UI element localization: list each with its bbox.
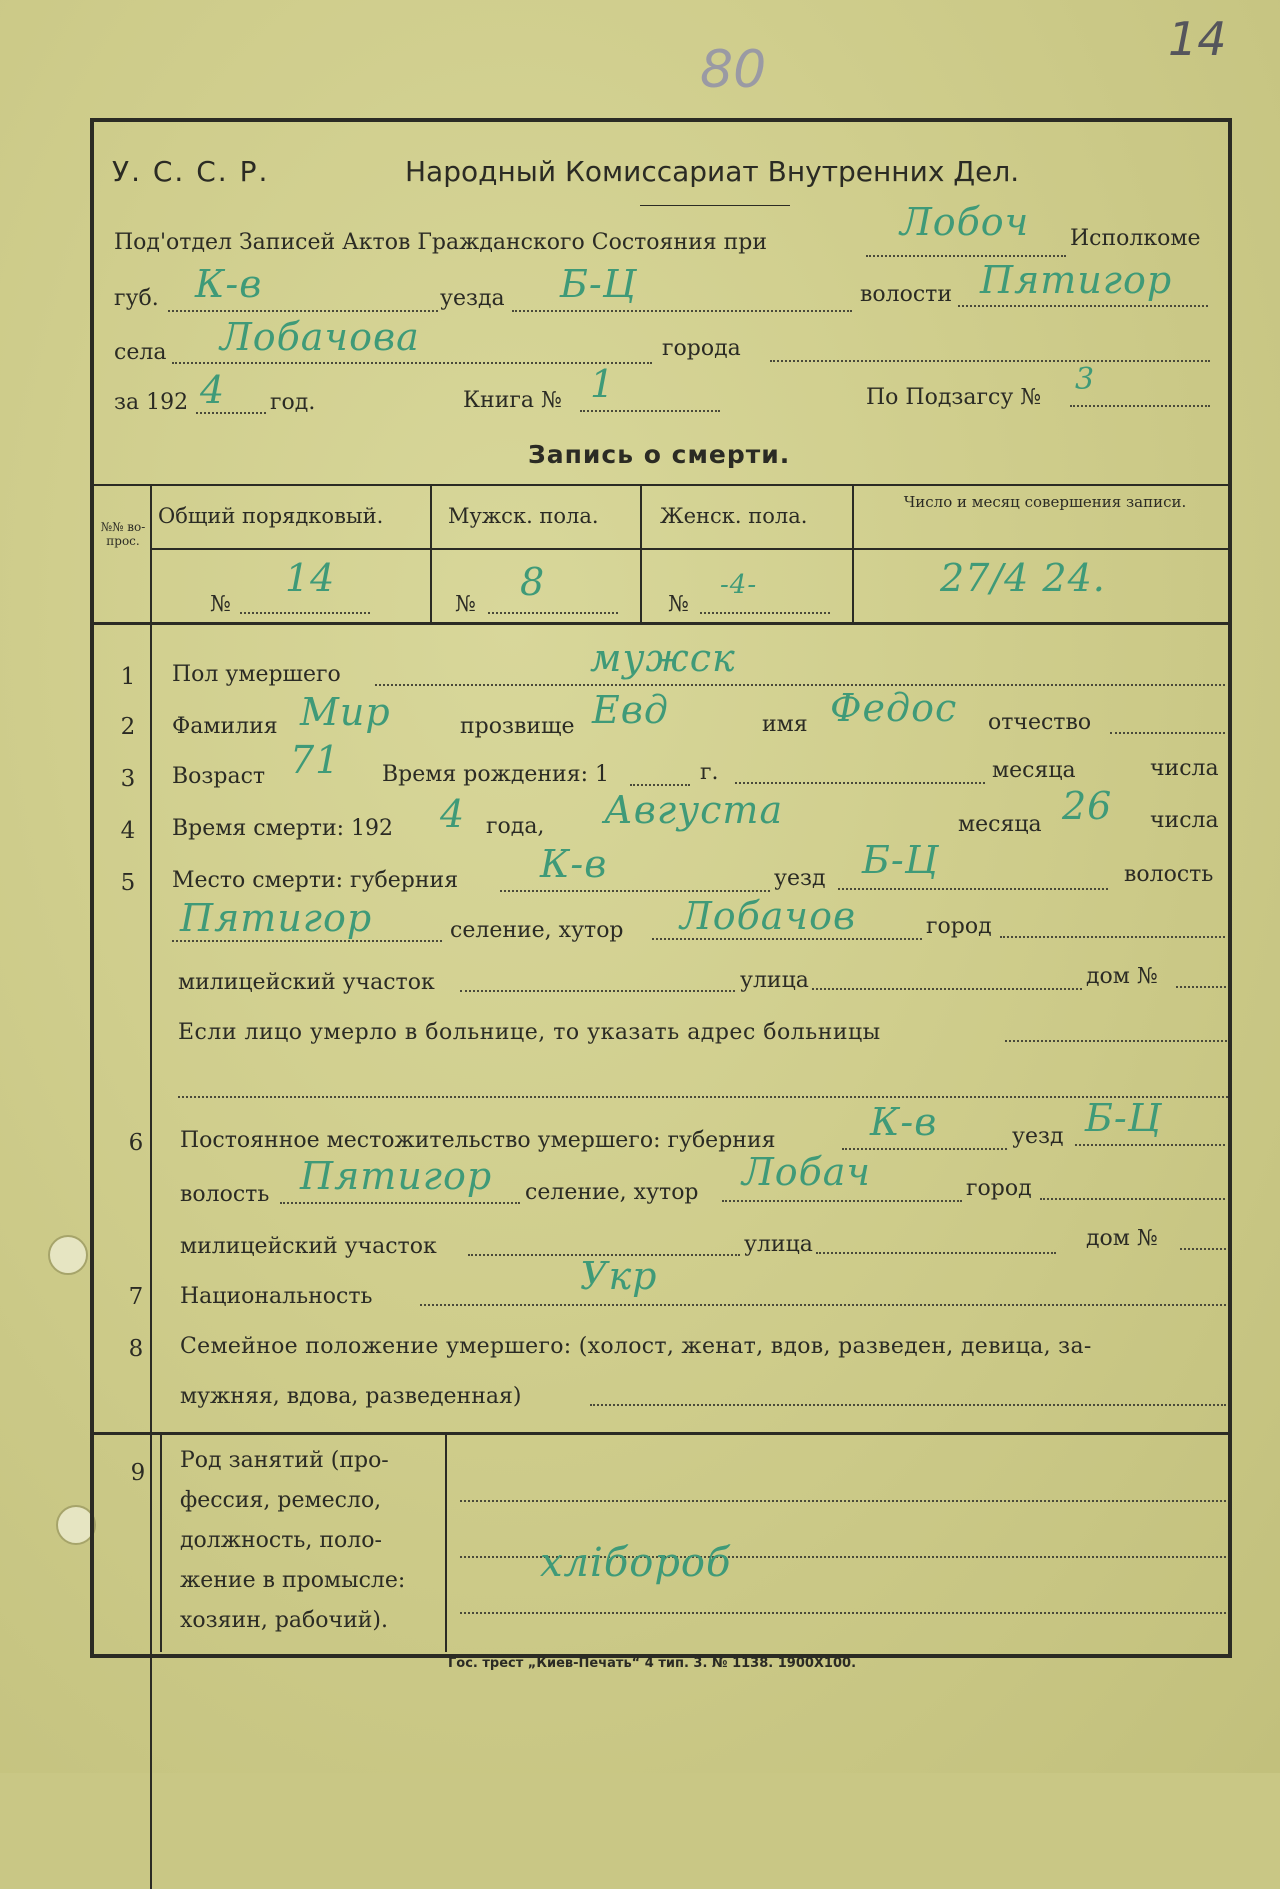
col-border xyxy=(852,484,854,622)
male-no-prefix: № xyxy=(455,592,476,617)
volost-handwritten: Пятигор xyxy=(980,258,1173,302)
female-handwritten: -4- xyxy=(720,570,758,600)
q9-label-5: хозяин, рабочий). xyxy=(180,1608,388,1633)
uezd-line xyxy=(512,310,852,312)
q5-hospital-label: Если лицо умерло в больнице, то указать адрес больницы xyxy=(178,1020,881,1045)
q2-nick-handwritten: Евд xyxy=(592,688,669,732)
q5-ulica-line xyxy=(812,988,1082,990)
q6-selo-label: селение, хутор xyxy=(525,1180,699,1205)
table-top-border xyxy=(94,484,1228,486)
q7-handwritten: Укр xyxy=(580,1254,658,1298)
q9-num-border xyxy=(160,1432,162,1652)
q9-top-border xyxy=(94,1432,1228,1435)
q4-month-label: месяца xyxy=(958,812,1042,837)
za-handwritten: 4 xyxy=(200,368,226,412)
q9-handwritten: хлібороб xyxy=(540,1540,732,1586)
q6-number: 6 xyxy=(128,1130,144,1156)
q5-volost-label: волость xyxy=(1124,862,1214,887)
za-line xyxy=(196,412,266,414)
general-no-prefix: № xyxy=(210,592,231,617)
za-label: за 192 xyxy=(114,390,189,415)
q6-ulica-line xyxy=(816,1252,1056,1254)
q3-age-label: Возраст xyxy=(172,764,266,789)
q6-ulica-label: улица xyxy=(744,1232,813,1257)
q4-time-label: Время смерти: 192 xyxy=(172,816,394,841)
punch-hole xyxy=(48,1235,88,1275)
q6-gorod-label: город xyxy=(966,1176,1032,1201)
q6-dom-label: дом № xyxy=(1086,1226,1158,1251)
q1-handwritten: мужск xyxy=(590,636,736,680)
q5-selo-label: селение, хутор xyxy=(450,918,624,943)
selo-line xyxy=(172,362,652,364)
q2-nick-label: прозвище xyxy=(460,714,575,739)
q6-milic-label: милицейский участок xyxy=(180,1234,437,1259)
q7-label: Национальность xyxy=(180,1284,373,1309)
male-line xyxy=(488,612,618,614)
uezd-label: уезда xyxy=(440,286,505,311)
q3-birth-label: Время рождения: 1 xyxy=(382,762,609,787)
col-border xyxy=(640,484,642,622)
q6-uezd-handwritten: Б-Ц xyxy=(1085,1096,1162,1140)
q5-gorod-line xyxy=(1000,936,1225,938)
gorod-label: города xyxy=(662,336,741,361)
q6-dom-line xyxy=(1180,1248,1226,1250)
podzags-handwritten: 3 xyxy=(1075,362,1096,397)
female-line xyxy=(700,612,830,614)
q2-name-label: имя xyxy=(762,712,808,737)
q2-number: 2 xyxy=(120,714,136,740)
divider xyxy=(640,205,790,206)
podzags-label: По Подзагсу № xyxy=(866,385,1042,410)
q9-line-3 xyxy=(460,1612,1226,1614)
selo-handwritten: Лобачова xyxy=(220,315,420,359)
q5-hospital-line-2 xyxy=(178,1096,1228,1098)
q5-gub-label: Место смерти: губерния xyxy=(172,868,459,893)
q5-milic-line xyxy=(460,990,735,992)
q5-number: 5 xyxy=(120,870,136,896)
q5-hospital-line xyxy=(1005,1040,1227,1042)
gub-handwritten: К-в xyxy=(195,262,263,306)
general-line xyxy=(240,612,370,614)
q6-uezd-line xyxy=(1075,1144,1225,1146)
q4-month-handwritten: Августа xyxy=(604,788,784,832)
q3-g-label: г. xyxy=(700,760,719,785)
q9-line-1 xyxy=(460,1500,1226,1502)
q5-ulica-label: улица xyxy=(740,968,809,993)
q5-volost-handwritten: Пятигор xyxy=(180,896,373,940)
q9-label-3: должность, поло- xyxy=(180,1528,382,1553)
commissariat-label: Народный Комиссариат Внутренних Дел. xyxy=(405,155,1020,188)
republic-label: У. С. С. Р. xyxy=(112,155,270,188)
q5-gorod-label: город xyxy=(926,914,992,939)
num-column-border xyxy=(150,484,152,1889)
pencil-number: 80 xyxy=(700,40,767,100)
q1-line xyxy=(375,684,1225,686)
q3-year-line xyxy=(630,784,690,786)
q6-gub-handwritten: К-в xyxy=(870,1100,938,1144)
gub-label: губ. xyxy=(114,286,159,311)
q5-selo-handwritten: Лобачов xyxy=(680,894,857,938)
col-nn-header: №№ во-прос. xyxy=(100,520,146,548)
q9-label-1: Род занятий (про- xyxy=(180,1448,389,1473)
q1-label: Пол умершего xyxy=(172,662,341,687)
q5-gub-handwritten: К-в xyxy=(540,842,608,886)
table-mid-border xyxy=(150,548,1228,550)
q6-selo-line xyxy=(722,1200,962,1202)
volost-line xyxy=(958,305,1208,307)
q2-line xyxy=(1110,732,1225,734)
ispolkom-label: Исполкоме xyxy=(1070,226,1201,251)
table-bottom-border xyxy=(94,622,1228,625)
q7-number: 7 xyxy=(128,1284,144,1310)
q9-label-2: фессия, ремесло, xyxy=(180,1488,382,1513)
col-female-header: Женск. пола. xyxy=(660,504,808,528)
uezd-handwritten: Б-Ц xyxy=(560,262,637,306)
q8-number: 8 xyxy=(128,1336,144,1362)
gub-line xyxy=(168,310,438,312)
volost-label: волости xyxy=(860,282,953,307)
q4-day-handwritten: 26 xyxy=(1062,784,1113,828)
q5-volost-line xyxy=(172,940,442,942)
q6-volost-line xyxy=(280,1202,520,1204)
q5-milic-label: милицейский участок xyxy=(178,970,435,995)
record-title: Запись о смерти. xyxy=(528,440,791,469)
col-date-header: Число и месяц совершения записи. xyxy=(903,493,1187,511)
col-border xyxy=(430,484,432,622)
q6-selo-handwritten: Лобач xyxy=(742,1150,872,1194)
ispolkom-handwritten: Лобоч xyxy=(900,200,1030,244)
q2-surname-label: Фамилия xyxy=(172,714,278,739)
q5-uezd-line xyxy=(838,888,1108,890)
kniga-line xyxy=(580,410,720,412)
q6-uezd-label: уезд xyxy=(1012,1124,1064,1149)
q2-patr-label: отчество xyxy=(988,710,1092,735)
q8-line xyxy=(590,1404,1226,1406)
podzags-line xyxy=(1070,405,1210,407)
q5-dom-label: дом № xyxy=(1086,964,1158,989)
q1-number: 1 xyxy=(120,664,136,690)
female-no-prefix: № xyxy=(668,592,689,617)
god-label: год. xyxy=(270,390,316,415)
kniga-handwritten: 1 xyxy=(590,362,616,406)
q5-uezd-handwritten: Б-Ц xyxy=(862,838,939,882)
kniga-label: Книга № xyxy=(463,388,562,413)
q3-month-label: месяца xyxy=(992,758,1076,783)
q3-g-line xyxy=(735,782,985,784)
q4-goda-label: года, xyxy=(486,814,545,839)
q4-number: 4 xyxy=(120,818,136,844)
selo-label: села xyxy=(114,340,167,365)
q9-label-border xyxy=(445,1432,447,1652)
q2-surname-handwritten: Мир xyxy=(300,690,391,734)
q6-volost-handwritten: Пятигор xyxy=(300,1154,493,1198)
q5-gub-line xyxy=(500,890,770,892)
q6-gub-label: Постоянное местожительство умершего: губерния xyxy=(180,1128,776,1153)
q8-line2: мужняя, вдова, разведенная) xyxy=(180,1384,522,1409)
q8-line1: Семейное положение умершего: (холост, женат, вдов, разведен, девица, за- xyxy=(180,1334,1092,1359)
q5-selo-line xyxy=(652,938,922,940)
q4-year-handwritten: 4 xyxy=(440,792,466,836)
col-general-header: Общий порядковый. xyxy=(158,504,384,528)
q3-day-label: числа xyxy=(1150,756,1219,781)
printer-line: Гос. трест „Киев-Печать“ 4 тип. 3. № 1138. 1900Х100. xyxy=(448,1656,857,1671)
q4-day-label: числа xyxy=(1150,808,1219,833)
q3-age-handwritten: 71 xyxy=(290,738,341,782)
gorod-line xyxy=(770,360,1210,362)
q3-number: 3 xyxy=(120,766,136,792)
q7-line xyxy=(420,1304,1226,1306)
q5-dom-line xyxy=(1176,986,1226,988)
ispolkom-line xyxy=(866,255,1066,257)
subdept-label: Под'отдел Записей Актов Гражданского Состояния при xyxy=(114,230,768,255)
general-handwritten: 14 xyxy=(285,556,336,600)
q6-gorod-line xyxy=(1040,1198,1225,1200)
q9-label-4: жение в промысле: xyxy=(180,1568,406,1593)
q5-uezd-label: уезд xyxy=(774,866,826,891)
male-handwritten: 8 xyxy=(520,560,546,604)
date-handwritten: 27/4 24. xyxy=(940,556,1106,600)
q6-volost-label: волость xyxy=(180,1182,270,1207)
page-number: 14 xyxy=(1168,12,1227,66)
col-male-header: Мужск. пола. xyxy=(448,504,599,528)
q2-name-handwritten: Федос xyxy=(830,686,958,730)
q9-number: 9 xyxy=(130,1460,146,1486)
